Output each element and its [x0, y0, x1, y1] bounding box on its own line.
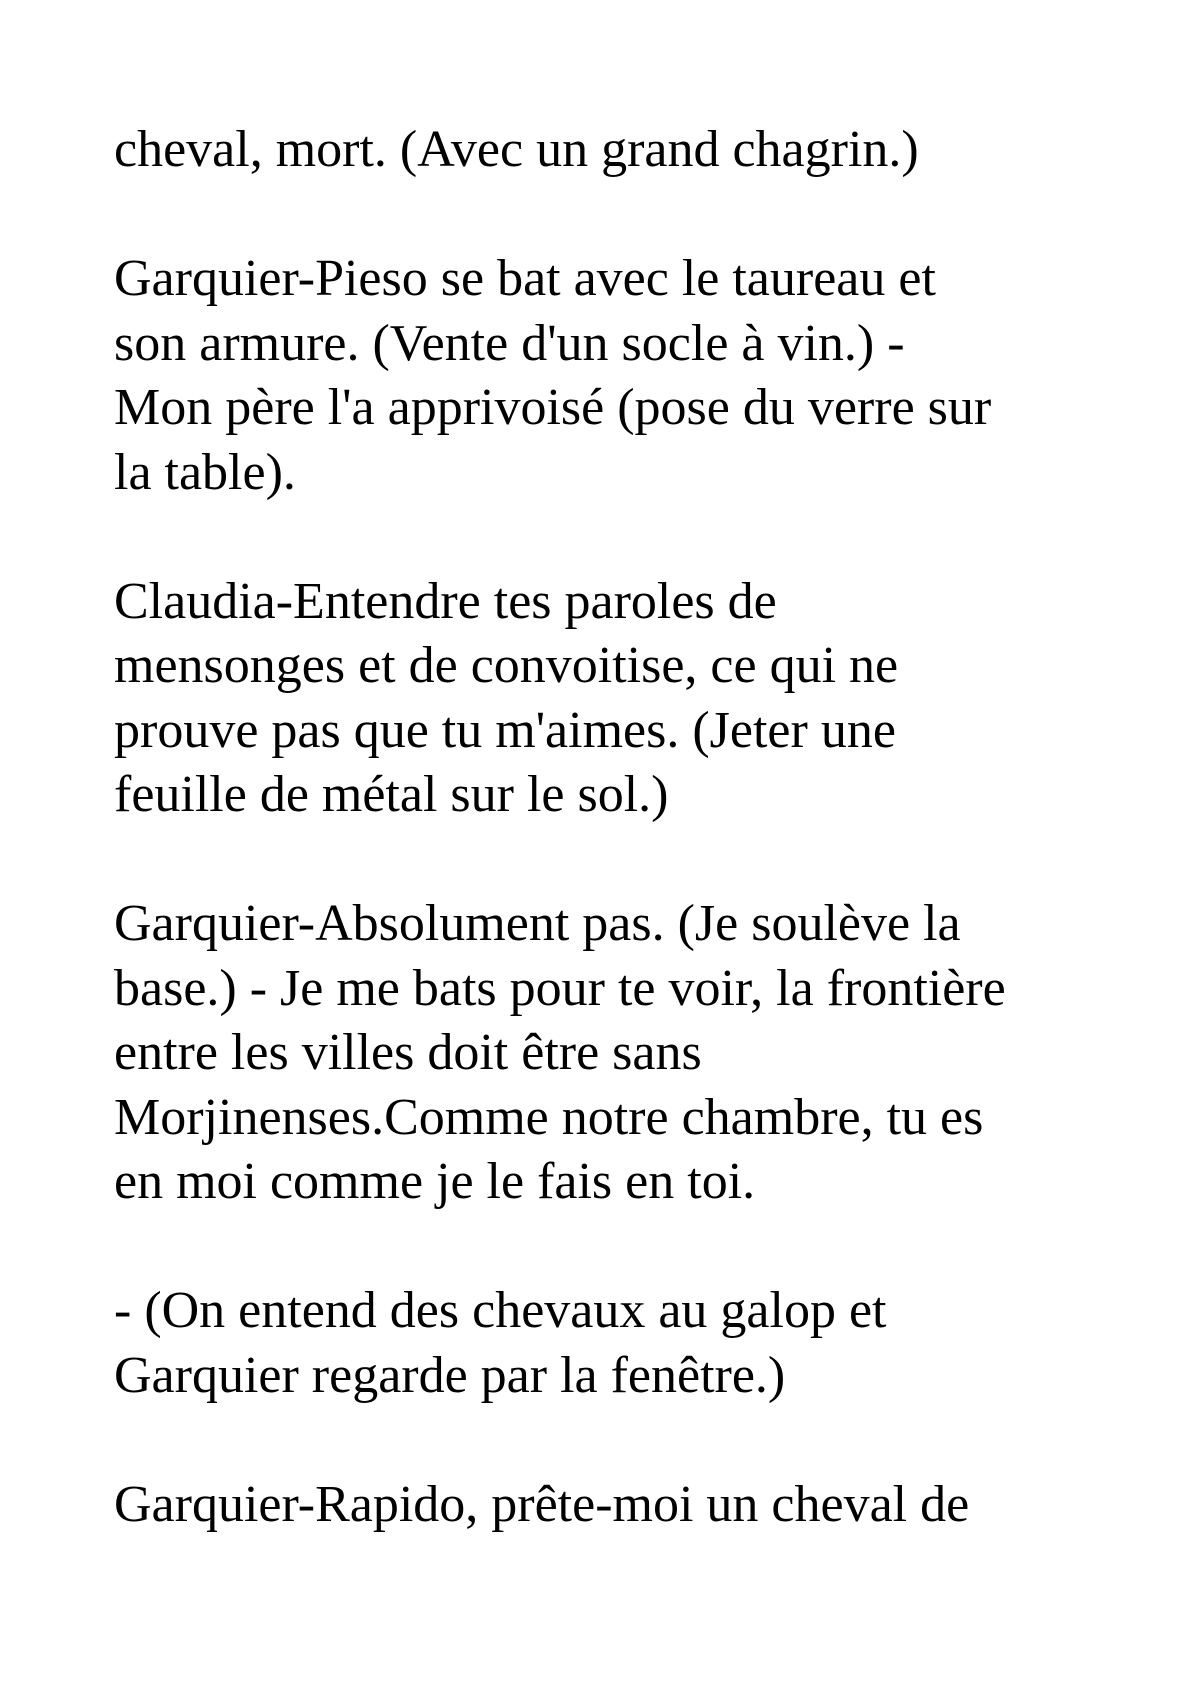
paragraph-1 — [114, 118, 1114, 183]
text-line: cheval, mort. (Avec un grand chagrin.) — [114, 121, 919, 178]
document-body — [114, 118, 1114, 1602]
text-line: Garquier-Absolument pas. (Je soulève la — [114, 895, 961, 952]
text-line: Garquier-Pieso se bat avec le taureau et — [114, 250, 936, 307]
paragraph-2 — [114, 247, 1114, 505]
text-line: - (On entend des chevaux au galop et — [114, 1282, 887, 1339]
paragraph-4 — [114, 892, 1114, 1215]
text-line: Mon père l'a apprivoisé (pose du verre sur — [114, 379, 992, 436]
text-line: mensonges et de convoitise, ce qui ne — [114, 637, 899, 694]
paragraph-5 — [114, 1279, 1114, 1408]
paragraph-6 — [114, 1473, 1114, 1538]
text-line: entre les villes doit être sans — [114, 1024, 702, 1081]
text-line: son armure. (Vente d'un socle à vin.) - — [114, 314, 905, 372]
text-line: en moi comme je le fais en toi. — [114, 1153, 756, 1210]
paragraph-3 — [114, 570, 1114, 828]
text-line: Morjinenses.Comme notre chambre, tu es — [114, 1088, 984, 1146]
text-line: Claudia-Entendre tes paroles de — [114, 572, 777, 630]
text-line: la table). — [114, 443, 296, 501]
text-line: base.) - Je me bats pour te voir, la frontière — [114, 959, 1006, 1017]
text-line: Garquier regarde par la fenêtre.) — [114, 1346, 786, 1404]
text-line: prouve pas que tu m'aimes. (Jeter une — [114, 701, 896, 759]
text-line: feuille de métal sur le sol.) — [114, 766, 669, 823]
text-line: Garquier-Rapido, prête-moi un cheval de — [114, 1475, 970, 1533]
